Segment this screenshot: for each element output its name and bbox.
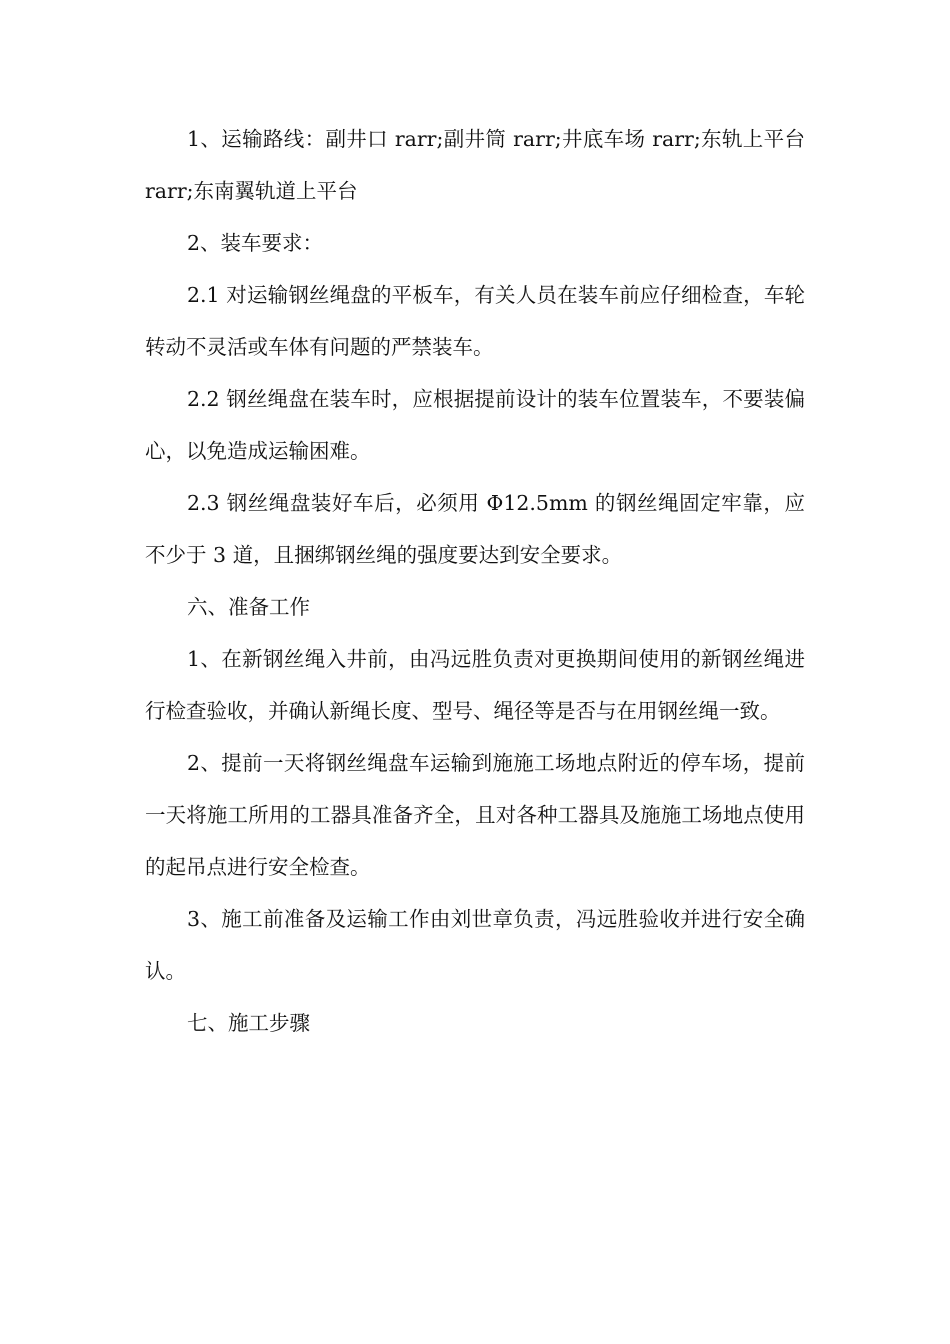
paragraph-transport-route: 1、运输路线：副井口 rarr;副井筒 rarr;井底车场 rarr;东轨上平台 rarr;东南翼轨道上平台 [145, 127, 805, 203]
paragraph-preparation-2: 2、提前一天将钢丝绳盘车运输到施施工场地点附近的停车场，提前一天将施工所用的工器具准备齐全，且对各种工器具及施施工场地点使用的起吊点进行安全检查。 [145, 751, 805, 879]
section-heading-construction-steps: 七、施工步骤 [187, 1011, 310, 1035]
document-body [145, 113, 805, 1049]
paragraph-loading-2-1: 2.1 对运输钢丝绳盘的平板车，有关人员在装车前应仔细检查，车轮转动不灵活或车体有问题的严禁装车。 [145, 283, 805, 359]
paragraph-loading-2-2: 2.2 钢丝绳盘在装车时，应根据提前设计的装车位置装车，不要装偏心，以免造成运输困难。 [145, 387, 805, 463]
paragraph-loading-requirements-heading: 2、装车要求： [187, 231, 324, 255]
paragraph-loading-2-3: 2.3 钢丝绳盘装好车后，必须用 Φ12.5mm 的钢丝绳固定牢靠，应不少于 3 道，且捆绑钢丝绳的强度要达到安全要求。 [145, 491, 805, 567]
paragraph-preparation-1: 1、在新钢丝绳入井前，由冯远胜负责对更换期间使用的新钢丝绳进行检查验收，并确认新绳长度、型号、绳径等是否与在用钢丝绳一致。 [145, 647, 805, 723]
paragraph-preparation-3: 3、施工前准备及运输工作由刘世章负责，冯远胜验收并进行安全确认。 [145, 907, 805, 983]
section-heading-preparation: 六、准备工作 [187, 595, 310, 619]
